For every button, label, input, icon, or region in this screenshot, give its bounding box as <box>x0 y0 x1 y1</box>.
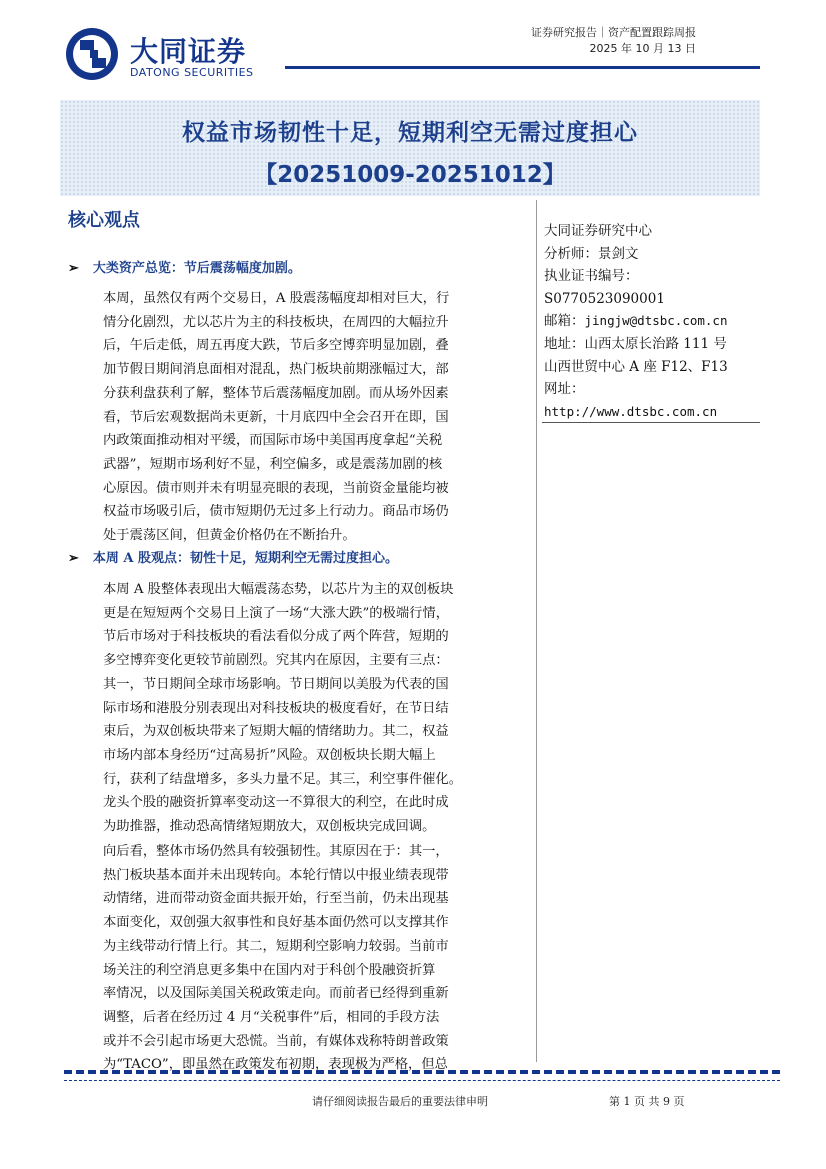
text-line: 龙头个股的融资折算率变动这一不算很大的利空，在此时成 <box>103 795 449 811</box>
text-line: 其一，节日期间全球市场影响。节日期间以美股为代表的国 <box>103 676 449 692</box>
text-line: 为主线带动行情上行。其二，短期利空影响力较弱。当前市 <box>103 938 449 954</box>
sidebar-underline <box>542 422 760 423</box>
text-line: 节后市场对于科技板块的看法看似分成了两个阵营，短期的 <box>103 629 449 645</box>
header-divider <box>285 66 760 69</box>
website-label: 网址： <box>544 381 585 398</box>
text-line: 动情绪，进而带动资金面共振开始，行至当前，仍未出现基 <box>103 891 449 907</box>
analyst-info <box>544 220 774 423</box>
paragraph-outlook <box>103 840 528 1077</box>
report-date: 2025 年 10 月 13 日 <box>589 42 696 55</box>
text-line: 权益市场吸引后，债市短期仍无过多上行动力。商品市场仍 <box>103 504 449 520</box>
text-line: 为助推器，推动恐高情绪短期放大，双创板块完成回调。 <box>103 819 436 835</box>
section-heading: 核心观点 <box>68 210 140 231</box>
text-line: 本周 A 股整体表现出大幅震荡态势，以芯片为主的双创板块 <box>103 582 454 597</box>
analyst-name: 分析师：景剑文 <box>544 245 639 262</box>
bullet-asset-overview <box>68 257 301 276</box>
page-number: 第 1 页 共 9 页 <box>609 1095 685 1108</box>
email-row <box>544 310 774 333</box>
text-line: 际市场和港股分别表现出对科技板块的极度看好，在节日结 <box>103 700 449 716</box>
text-line: 热门板块基本面并未出现转向。本轮行情以中报业绩表现带 <box>103 867 449 883</box>
text-line: 场关注的利空消息更多集中在国内对于科创个股融资折算 <box>103 962 436 978</box>
license-number: S0770523090001 <box>544 290 665 307</box>
report-type: 证券研究报告｜资产配置跟踪周报 <box>531 26 696 39</box>
text-line: 更是在短短两个交易日上演了一场“大涨大跌”的极端行情， <box>103 605 450 621</box>
text-line: 本周，虽然仅有两个交易日，A 股震荡幅度却相对巨大，行 <box>103 291 450 306</box>
report-title: 权益市场韧性十足，短期利空无需过度担心 <box>182 119 638 146</box>
paragraph-a-share-view <box>103 578 528 839</box>
address-line-1: 山西太原长治路 111 号 <box>584 335 727 352</box>
footer-disclaimer: 请仔细阅读报告最后的重要法律申明 <box>312 1095 488 1108</box>
logo-chinese-name: 大同证券 <box>130 35 247 68</box>
email-link[interactable]: jingjw@dtsbc.com.cn <box>584 313 728 329</box>
text-line: 加节假日期间消息面相对混乱，热门板块前期涨幅过大，部 <box>103 362 449 378</box>
column-divider <box>536 200 537 1062</box>
paragraph-asset-overview <box>103 287 528 548</box>
bullet-label: 大类资产总览：节后震荡幅度加剧。 <box>92 261 301 276</box>
text-line: 行，获利了结盘增多，多头力量不足。其三，利空事件催化。 <box>103 771 463 787</box>
license-label: 执业证书编号： <box>544 268 639 285</box>
bullet-a-share-view <box>68 547 398 566</box>
text-line: 多空博弈变化更较节前剧烈。究其内在原因，主要有三点： <box>103 653 449 669</box>
text-line: 处于震荡区间，但黄金价格仍在不断抬升。 <box>103 528 356 544</box>
report-period: 【20251009-20251012】 <box>254 162 566 188</box>
text-line: 率情况，以及国际美国关税政策走向。而前者已经得到重新 <box>103 986 449 1002</box>
text-line: 或并不会引起市场更大恐慌。当前，有媒体戏称特朗普政策 <box>103 1033 449 1049</box>
text-line: 本面变化，双创强大叙事性和良好基本面仍然可以支撑其作 <box>103 915 449 931</box>
address-label: 地址： <box>544 335 585 352</box>
website-link[interactable]: http://www.dtsbc.com.cn <box>544 403 718 419</box>
footer-divider-thin <box>64 1080 780 1081</box>
arrow-bullet-icon: ➢ <box>68 551 79 566</box>
title-banner <box>60 100 760 196</box>
text-line: 情分化剧烈，尤以芯片为主的科技板块，在周四的大幅拉升 <box>103 314 449 330</box>
email-label: 邮箱： <box>544 313 585 330</box>
text-line: 分获利盘获利了解，整体节后震荡幅度加剧。而从场外因素 <box>103 385 449 401</box>
text-line: 看，节后宏观数据尚未更新，十月底四中全会召开在即，国 <box>103 409 449 425</box>
text-line: 市场内部本身经历“过高易折”风险。双创板块长期大幅上 <box>103 747 436 763</box>
text-line: 调整，后者在经历过 4 月“关税事件”后，相同的手段方法 <box>103 1009 440 1025</box>
text-line: 为“TACO”，即虽然在政策发布初期，表现极为严格，但总 <box>103 1057 448 1073</box>
text-line: 后，午后走低，周五再度大跌，节后多空博弈明显加剧，叠 <box>103 338 449 354</box>
arrow-bullet-icon: ➢ <box>68 261 79 276</box>
footer-divider <box>64 1070 780 1074</box>
company-logo <box>64 26 284 82</box>
logo-english-name: DATONG SECURITIES <box>130 66 254 79</box>
text-line: 心原因。债市则并未有明显亮眼的表现，当前资金量能均被 <box>103 480 449 496</box>
address-row <box>544 333 774 356</box>
text-line: 内政策面推动相对平缓，而国际市场中美国再度拿起“关税 <box>103 433 443 449</box>
text-line: 武器”，短期市场利好不显，利空偏多，或是震荡加剧的核 <box>103 456 443 472</box>
logo-mark-icon <box>64 26 122 82</box>
text-line: 束后，为双创板块带来了短期大幅的情绪助力。其二，权益 <box>103 724 449 740</box>
research-center: 大同证券研究中心 <box>544 223 652 239</box>
bullet-label: 本周 A 股观点：韧性十足，短期利空无需过度担心。 <box>92 551 399 566</box>
text-line: 向后看，整体市场仍然具有较强韧性。其原因在于：其一， <box>103 844 449 859</box>
address-line-2: 山西世贸中心 A 座 F12、F13 <box>544 358 728 375</box>
